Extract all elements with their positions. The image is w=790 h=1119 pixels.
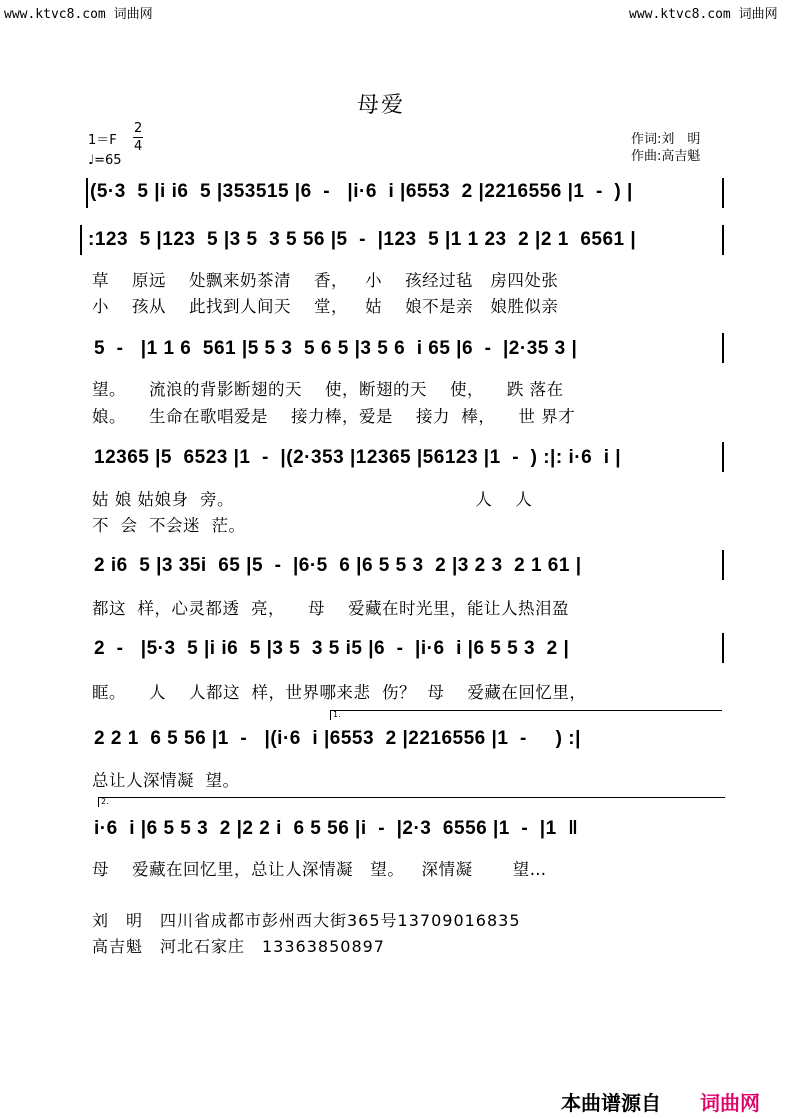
music-row-7: 2 2 1 6 5 56 |1 - |(i·6 i |6553 2 |2216556 |1 - ) :|: [94, 728, 581, 749]
repeat-start-bar: [80, 225, 82, 255]
tempo-marking: ♩=65: [88, 153, 122, 168]
lyric-row-7: 总让人深情凝 望。: [92, 771, 240, 790]
system-end-bar: [722, 178, 724, 208]
lyric-row-2-verse-1: 草 原远 处飘来奶茶清 香， 小 孩经过毡 房四处张: [92, 271, 559, 290]
lyric-row-2-verse-2: 小 孩从 此找到人间天 堂， 姑 娘不是亲 娘胜似亲: [92, 297, 559, 316]
lyric-row-3-verse-1: 望。 流浪的背影断翅的天 使，断翅的天 使， 跌 落在: [92, 380, 564, 399]
composer-credit: 作曲:高吉魁: [631, 149, 701, 164]
lyric-row-5: 都这 样，心灵都透 亮， 母 爱藏在时光里，能让人热泪盈: [92, 599, 569, 618]
contact-composer: 高吉魁 河北石家庄 13363850897: [92, 937, 385, 956]
music-row-5: 2 i6 5 |3 35i 65 |5 - |6·5 6 |6 5 5 3 2 |3 2 3 2 1 61 |: [94, 555, 582, 576]
system-end-bar: [722, 633, 724, 663]
lyric-row-4-verse-2: 不 会 不会迷 茫。: [92, 516, 246, 535]
key-signature: 1＝F: [88, 133, 117, 148]
contact-lyricist: 刘 明 四川省成都市彭州西大街365号13709016835: [92, 911, 521, 930]
lyric-row-8: 母 爱藏在回忆里，总让人深情凝 望。 深情凝 望…: [92, 860, 547, 879]
first-ending-bracket-hook: [330, 710, 331, 720]
system-end-bar: [722, 333, 724, 363]
music-row-6: 2 - |5·3 5 |i i6 5 |3 5 3 5 i5 |6 - |i·6 i |6 5 5 3 2 |: [94, 638, 570, 659]
time-signature-denominator: 4: [134, 139, 143, 154]
lyricist-credit: 作词:刘 明: [631, 132, 701, 147]
music-row-8: i·6 i |6 5 5 3 2 |2 2 i 6 5 56 |i - |2·3 6556 |1 - |1 ‖: [94, 818, 579, 839]
lyric-row-6: 眶。 人 人都这 样，世界哪来悲 伤？ 母 爱藏在回忆里，: [92, 683, 587, 702]
second-ending-label: 2.: [101, 797, 109, 806]
music-row-1: (5·3 5 |i i6 5 |353515 |6 - |i·6 i |6553 2 |2216556 |1 - ) |: [90, 181, 633, 202]
music-row-2: :123 5 |123 5 |3 5 3 5 56 |5 - |123 5 |1 1 23 2 |2 1 6561 |: [88, 229, 637, 250]
system-end-bar: [722, 550, 724, 580]
music-row-4: 12365 |5 6523 |1 - |(2·353 |12365 |56123 |1 - ) :|: i·6 i |: [94, 447, 622, 468]
first-ending-label: 1.: [333, 710, 341, 719]
site-watermark-right: www.ktvc8.com 词曲网: [629, 7, 778, 22]
system-end-bar: [722, 442, 724, 472]
lyric-row-3-verse-2: 娘。 生命在歌唱爱是 接力棒，爱是 接力 棒， 世 界才: [92, 407, 576, 426]
footer-source-label: 本曲谱源自: [561, 1091, 661, 1115]
system-start-bar: [86, 178, 88, 208]
site-watermark-left: www.ktvc8.com 词曲网: [4, 7, 153, 22]
first-ending-bracket: [330, 710, 722, 711]
music-row-3: 5 - |1 1 6 561 |5 5 3 5 6 5 |3 5 6 i 65 |6 - |2·35 3 |: [94, 338, 578, 359]
system-end-bar: [722, 225, 724, 255]
second-ending-bracket-hook: [98, 797, 99, 807]
time-signature-numerator: 2: [134, 121, 143, 136]
time-signature-bar: [133, 137, 143, 138]
lyric-row-4-verse-1: 姑 娘 姑娘身 旁。 人 人: [92, 490, 533, 509]
second-ending-bracket: [98, 797, 725, 798]
song-title: 母爱: [357, 93, 406, 118]
footer-site-name[interactable]: 词曲网: [700, 1091, 760, 1115]
